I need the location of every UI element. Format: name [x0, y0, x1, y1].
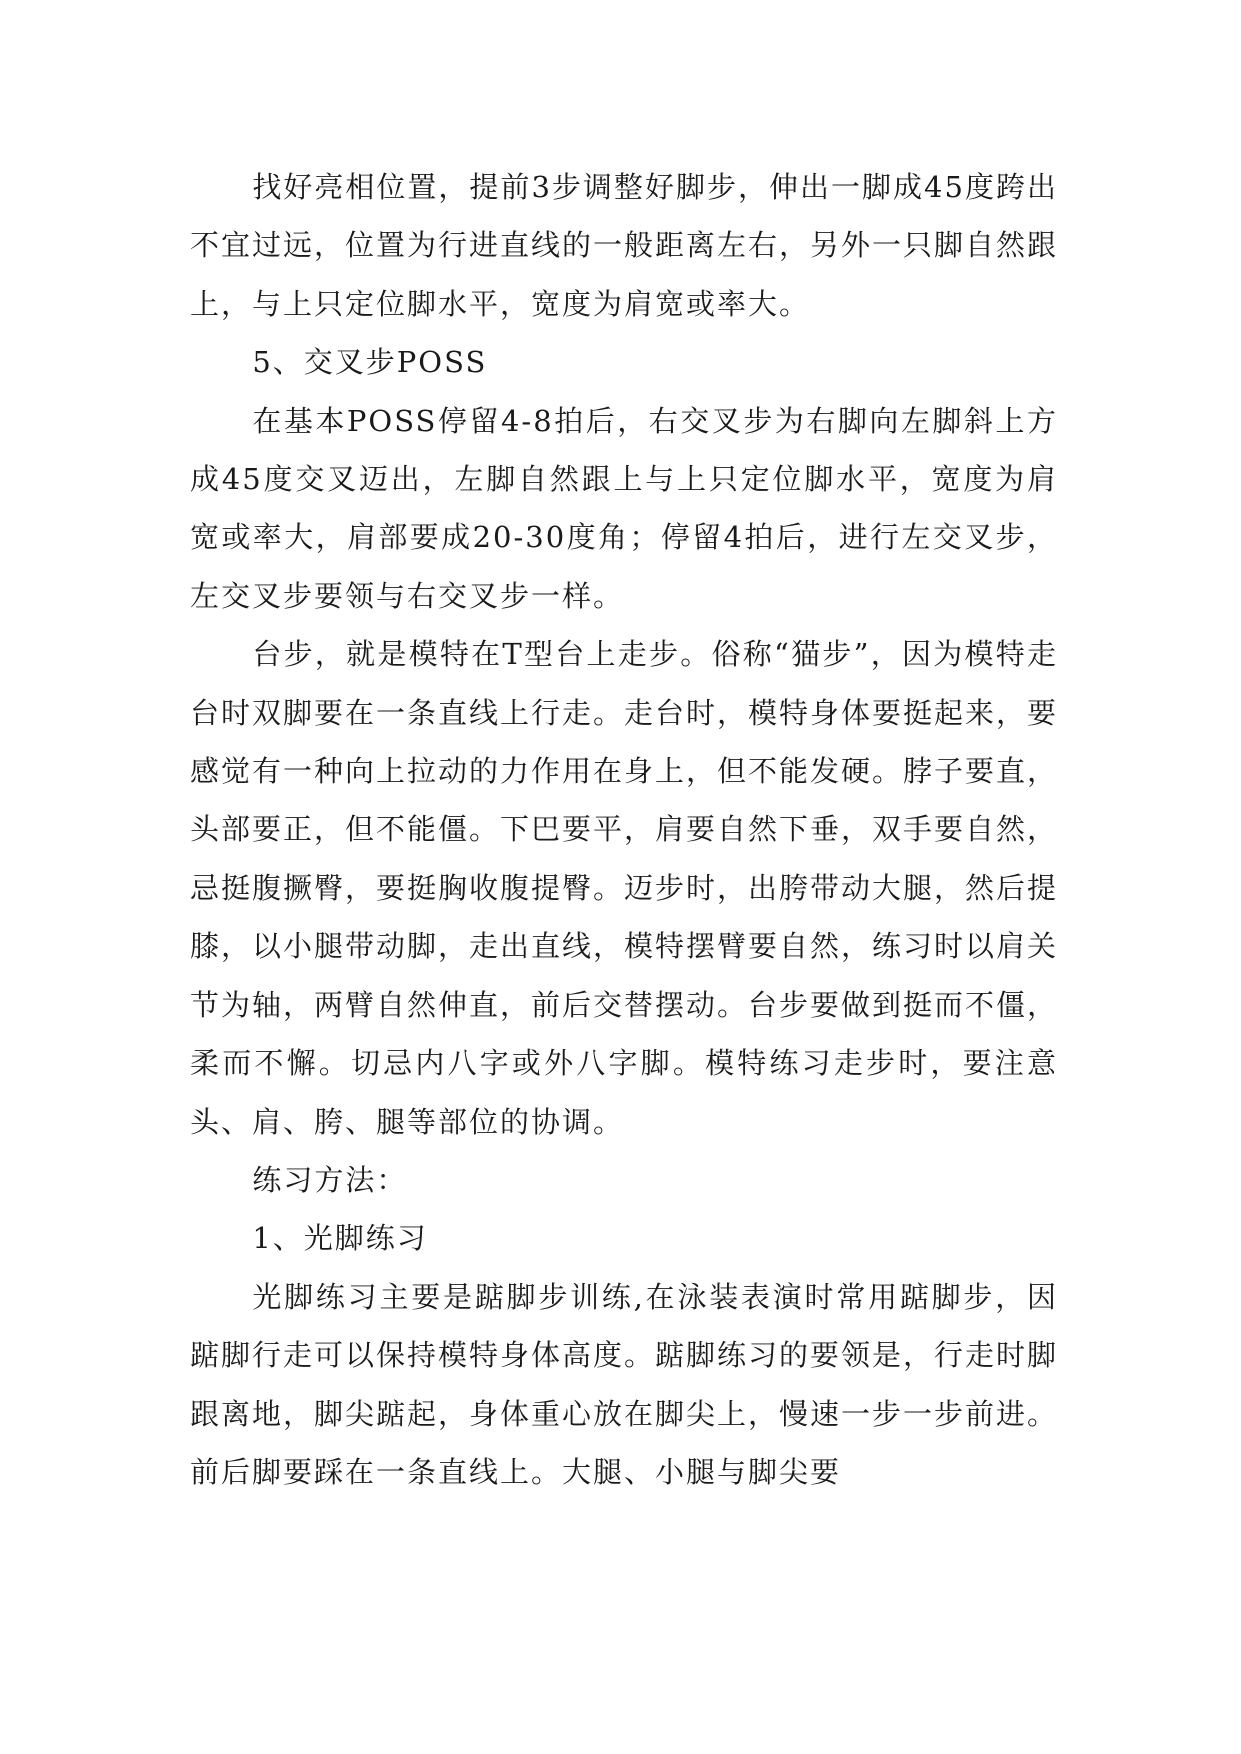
- section-heading-cross-step-pose: 5、交叉步POSS: [252, 345, 488, 380]
- section-heading-practice-methods: 练习方法：: [252, 1162, 408, 1197]
- paragraph-cross-step: 在基本POSS停留4-8拍后，右交叉步为右脚向左脚斜上方成45度交叉迈出，左脚自然跟上与上只定位脚水平，宽度为肩宽或率大，肩部要成20-30度角；停留4拍后，进行左交叉步，左交叉步要领与右交叉步一样。: [190, 403, 1058, 613]
- paragraph-stance-position: 找好亮相位置，提前3步调整好脚步，伸出一脚成45度跨出不宜过远，位置为行进直线的一般距离左右，另外一只脚自然跟上，与上只定位脚水平，宽度为肩宽或率大。: [190, 170, 1059, 321]
- section-heading-barefoot-practice: 1、光脚练习: [252, 1221, 428, 1256]
- document-body: [190, 158, 1058, 1501]
- paragraph-barefoot-practice: 光脚练习主要是踮脚步训练,在泳装表演时常用踮脚步，因踮脚行走可以保持模特身体高度。踮脚练习的要领是，行走时脚跟离地，脚尖踮起，身体重心放在脚尖上，慢速一步一步前进。前后脚要踩在一条直线上。大腿、小腿与脚尖要: [190, 1279, 1059, 1489]
- paragraph-catwalk: 台步，就是模特在T型台上走步。俗称“猫步”，因为模特走台时双脚要在一条直线上行走。走台时，模特身体要挺起来，要感觉有一种向上拉动的力作用在身上，但不能发硬。脖子要直，头部要正，但不能僵。下巴要平，肩要自然下垂，双手要自然，忌挺腹撅臀，要挺胸收腹提臀。迈步时，出胯带动大腿，然后提膝，以小腿带动脚，走出直线，模特摆臂要自然，练习时以肩关节为轴，两臂自然伸直，前后交替摆动。台步要做到挺而不僵，柔而不懈。切忌内八字或外八字脚。模特练习走步时，要注意头、肩、胯、腿等部位的协调。: [190, 637, 1059, 1139]
